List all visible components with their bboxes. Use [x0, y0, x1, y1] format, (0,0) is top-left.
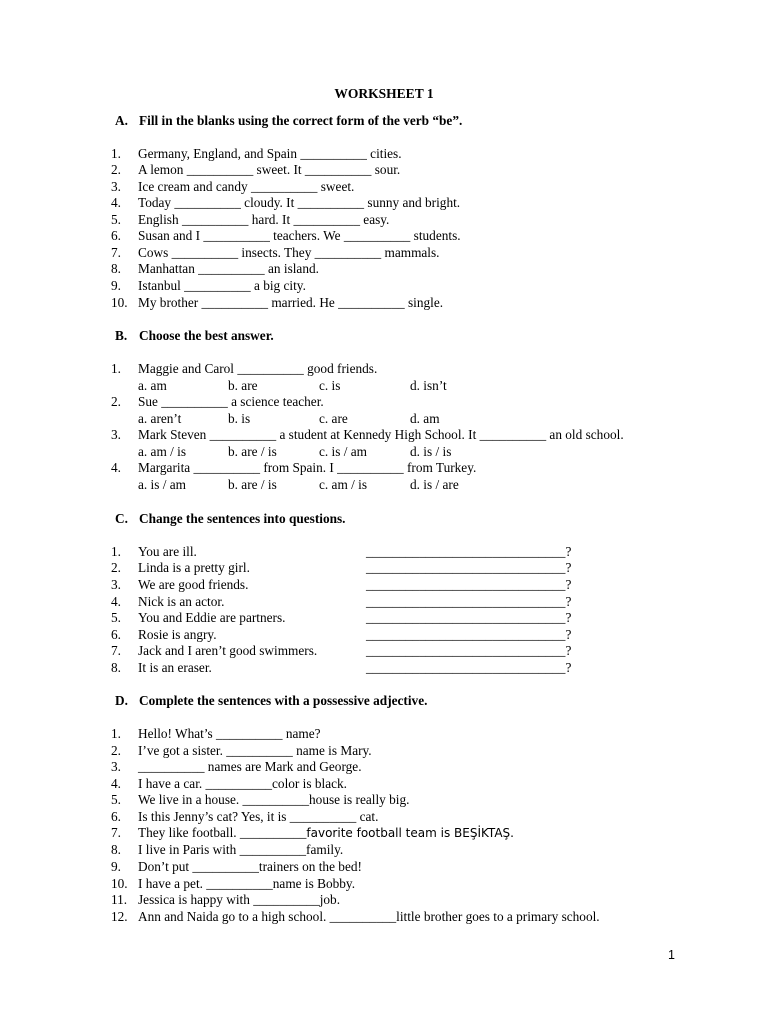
- item-text: Istanbul __________ a big city.: [138, 278, 306, 293]
- section-a-heading: [115, 113, 462, 129]
- item-text: Don’t put __________trainers on the bed!: [138, 859, 362, 874]
- item-text: They like football. __________: [138, 825, 307, 840]
- item-number: 3.: [111, 759, 121, 774]
- item-number: 1.: [111, 544, 121, 559]
- item-text: Maggie and Carol __________ good friends.: [138, 361, 378, 376]
- option-a: a. am: [138, 378, 167, 393]
- option-c: c. am / is: [319, 477, 368, 492]
- item-text: You and Eddie are partners.: [138, 610, 286, 625]
- option-b: b. is: [228, 411, 251, 426]
- option-b: b. are / is: [228, 444, 277, 459]
- item-number: 3.: [111, 577, 121, 592]
- item-text-continued: favorite football team is BEŞİKTAŞ.: [306, 826, 514, 840]
- item-number: 4.: [111, 594, 121, 609]
- item-number: 5.: [111, 610, 121, 625]
- list-item: [111, 460, 476, 476]
- list-item: [111, 394, 324, 410]
- list-item: [111, 892, 340, 908]
- item-text: Jack and I aren’t good swimmers.: [138, 643, 318, 658]
- section-b-heading-text: Choose the best answer.: [139, 328, 274, 343]
- item-text: Rosie is angry.: [138, 627, 217, 642]
- answer-line[interactable]: ______________________________?: [366, 643, 572, 658]
- option-b: b. are / is: [228, 477, 277, 492]
- option-d: d. am: [410, 411, 440, 426]
- item-number: 9.: [111, 859, 121, 874]
- item-number: 2.: [111, 560, 121, 575]
- option-a: a. am / is: [138, 444, 187, 459]
- list-item: [111, 776, 347, 792]
- item-number: 5.: [111, 792, 121, 807]
- list-item: [111, 212, 389, 228]
- list-item: [111, 825, 514, 841]
- list-item: [111, 295, 443, 311]
- item-text: Linda is a pretty girl.: [138, 560, 250, 575]
- list-item: [111, 146, 402, 162]
- list-item: [111, 179, 354, 195]
- item-number: 2.: [111, 743, 121, 758]
- list-item: [111, 660, 212, 676]
- item-text: Is this Jenny’s cat? Yes, it is __________ cat.: [138, 809, 379, 824]
- list-item: [111, 909, 600, 925]
- list-item: [111, 726, 321, 742]
- list-item: [111, 876, 355, 892]
- list-item: [111, 859, 362, 875]
- item-text: You are ill.: [138, 544, 197, 559]
- item-number: 1.: [111, 361, 121, 376]
- list-item: [111, 278, 306, 294]
- worksheet-title: WORKSHEET 1: [334, 86, 434, 101]
- item-number: 1.: [111, 726, 121, 741]
- item-number: 3.: [111, 179, 121, 194]
- item-text: Today __________ cloudy. It __________ sunny and bright.: [138, 195, 461, 210]
- item-text: Jessica is happy with __________job.: [138, 892, 341, 907]
- item-number: 12.: [111, 909, 128, 924]
- option-b: b. are: [228, 378, 258, 393]
- list-item: [111, 643, 317, 659]
- list-item: [111, 809, 378, 825]
- item-text: Germany, England, and Spain __________ cities.: [138, 146, 402, 161]
- list-item: [111, 759, 362, 775]
- list-item: [111, 427, 624, 443]
- item-number: 10.: [111, 876, 128, 891]
- item-text: I’ve got a sister. __________ name is Mary.: [138, 743, 372, 758]
- list-item: [111, 544, 197, 560]
- list-item: [111, 594, 224, 610]
- item-text: Sue __________ a science teacher.: [138, 394, 324, 409]
- list-item: [111, 627, 217, 643]
- item-number: 6.: [111, 627, 121, 642]
- list-item: [111, 743, 372, 759]
- item-number: 4.: [111, 776, 121, 791]
- section-a-letter: A.: [115, 113, 128, 128]
- item-text: Nick is an actor.: [138, 594, 225, 609]
- item-text: We live in a house. __________house is really big.: [138, 792, 410, 807]
- item-number: 6.: [111, 228, 121, 243]
- item-number: 7.: [111, 643, 121, 658]
- item-text: I have a pet. __________name is Bobby.: [138, 876, 356, 891]
- item-number: 8.: [111, 660, 121, 675]
- section-c-letter: C.: [115, 511, 128, 526]
- answer-line[interactable]: ______________________________?: [366, 627, 572, 642]
- item-text: I have a car. __________color is black.: [138, 776, 347, 791]
- item-number: 6.: [111, 809, 121, 824]
- list-item: [111, 228, 461, 244]
- item-number: 3.: [111, 427, 121, 442]
- item-text: Mark Steven __________ a student at Kennedy High School. It __________ an old school.: [138, 427, 624, 442]
- list-item: [111, 577, 248, 593]
- item-number: 1.: [111, 146, 121, 161]
- answer-line[interactable]: ______________________________?: [366, 594, 572, 609]
- list-item: [111, 361, 377, 377]
- item-text: Cows __________ insects. They __________ mammals.: [138, 245, 440, 260]
- item-text: English __________ hard. It __________ easy.: [138, 212, 390, 227]
- item-number: 9.: [111, 278, 121, 293]
- option-a: a. is / am: [138, 477, 187, 492]
- item-number: 7.: [111, 245, 121, 260]
- item-text: We are good friends.: [138, 577, 249, 592]
- section-c-heading: [115, 511, 346, 527]
- item-number: 5.: [111, 212, 121, 227]
- item-text: Ice cream and candy __________ sweet.: [138, 179, 355, 194]
- section-a-heading-text: Fill in the blanks using the correct form of the verb “be”.: [139, 113, 463, 128]
- item-text: Ann and Naida go to a high school. __________little brother goes to a primary school.: [138, 909, 600, 924]
- section-b-letter: B.: [115, 328, 128, 343]
- option-d: d. is / are: [410, 477, 459, 492]
- item-number: 7.: [111, 825, 121, 840]
- item-text: A lemon __________ sweet. It __________ sour.: [138, 162, 401, 177]
- list-item: [111, 162, 400, 178]
- section-d-heading-text: Complete the sentences with a possessive adjective.: [139, 693, 428, 708]
- item-text: Susan and I __________ teachers. We __________ students.: [138, 228, 461, 243]
- section-c-heading-text: Change the sentences into questions.: [139, 511, 346, 526]
- section-b-heading: [115, 328, 274, 344]
- section-d-heading: [115, 693, 427, 709]
- list-item: [111, 792, 409, 808]
- section-d-letter: D.: [115, 693, 128, 708]
- item-number: 8.: [111, 842, 121, 857]
- item-number: 10.: [111, 295, 128, 310]
- item-text: I live in Paris with __________family.: [138, 842, 344, 857]
- item-text: It is an eraser.: [138, 660, 212, 675]
- option-d: d. isn’t: [410, 378, 447, 393]
- item-text: __________ names are Mark and George.: [138, 759, 362, 774]
- item-text: Margarita __________ from Spain. I __________ from Turkey.: [138, 460, 477, 475]
- option-c: c. are: [319, 411, 348, 426]
- item-text: Manhattan __________ an island.: [138, 261, 319, 276]
- list-item: [111, 261, 319, 277]
- item-number: 2.: [111, 394, 121, 409]
- item-number: 11.: [111, 892, 128, 907]
- list-item: [111, 245, 440, 261]
- item-number: 4.: [111, 460, 121, 475]
- list-item: [111, 195, 460, 211]
- item-text: Hello! What’s __________ name?: [138, 726, 321, 741]
- list-item: [111, 560, 250, 576]
- item-number: 8.: [111, 261, 121, 276]
- item-text: My brother __________ married. He __________ single.: [138, 295, 444, 310]
- option-a: a. aren’t: [138, 411, 182, 426]
- answer-line[interactable]: ______________________________?: [366, 560, 572, 575]
- item-number: 4.: [111, 195, 121, 210]
- option-d: d. is / is: [410, 444, 452, 459]
- option-c: c. is / am: [319, 444, 368, 459]
- page-number: 1: [668, 948, 675, 962]
- list-item: [111, 610, 285, 626]
- item-number: 2.: [111, 162, 121, 177]
- option-c: c. is: [319, 378, 341, 393]
- answer-line[interactable]: ______________________________?: [366, 577, 572, 592]
- answer-line[interactable]: ______________________________?: [366, 610, 572, 625]
- list-item: [111, 842, 343, 858]
- answer-line[interactable]: ______________________________?: [366, 660, 572, 675]
- answer-line[interactable]: ______________________________?: [366, 544, 572, 559]
